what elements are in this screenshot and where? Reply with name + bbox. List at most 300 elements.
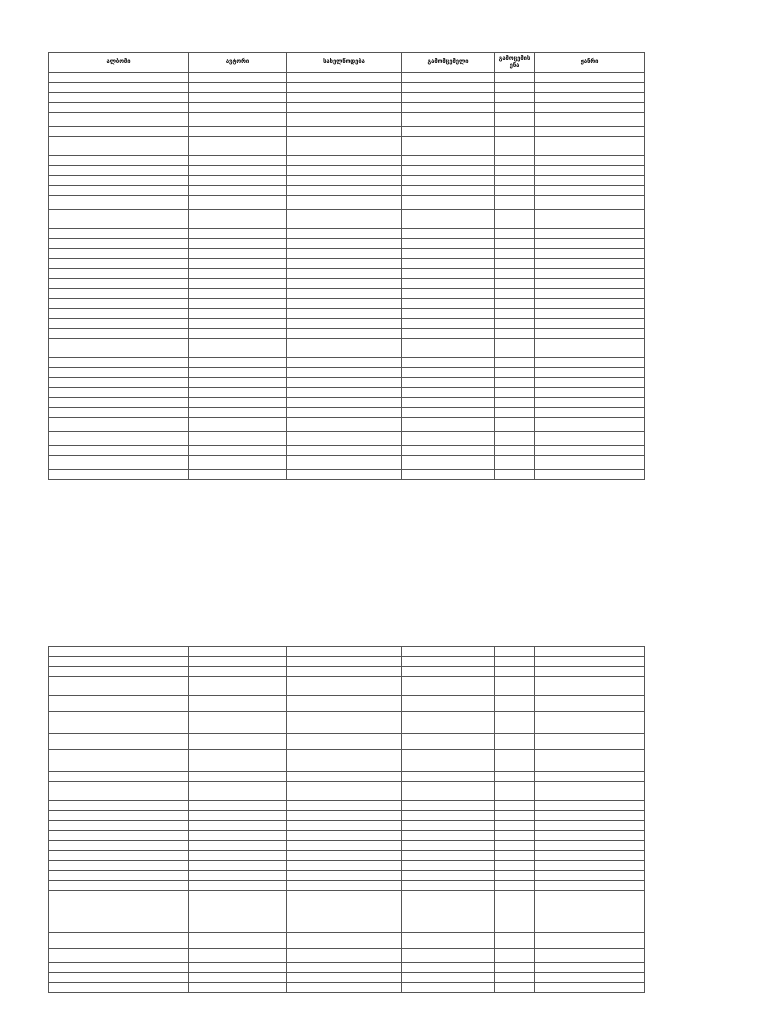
cell-publisher — [402, 667, 495, 677]
cell-author — [189, 871, 287, 881]
cell-title — [287, 309, 402, 319]
cell-publisher — [402, 933, 495, 949]
cell-author — [189, 418, 287, 432]
cell-language — [495, 378, 535, 388]
cell-genre — [535, 279, 645, 289]
cell-author — [189, 821, 287, 831]
cell-author — [189, 196, 287, 210]
cell-title — [287, 196, 402, 210]
cell-author — [189, 408, 287, 418]
cell-publisher — [402, 249, 495, 259]
table-row — [49, 166, 645, 176]
cell-title — [287, 229, 402, 239]
cell-author — [189, 239, 287, 249]
cell-genre — [535, 269, 645, 279]
cell-album — [49, 368, 189, 378]
table-row — [49, 750, 645, 772]
cell-title — [287, 432, 402, 446]
cell-language — [495, 963, 535, 973]
cell-album — [49, 309, 189, 319]
cell-publisher — [402, 156, 495, 166]
cell-publisher — [402, 456, 495, 470]
cell-album — [49, 186, 189, 196]
cell-author — [189, 831, 287, 841]
table-row — [49, 933, 645, 949]
cell-language — [495, 398, 535, 408]
cell-title — [287, 210, 402, 229]
cell-album — [49, 821, 189, 831]
cell-genre — [535, 196, 645, 210]
table-row — [49, 456, 645, 470]
cell-title — [287, 368, 402, 378]
cell-language — [495, 881, 535, 891]
cell-author — [189, 647, 287, 657]
cell-genre — [535, 432, 645, 446]
cell-author — [189, 103, 287, 113]
cell-genre — [535, 782, 645, 801]
cell-title — [287, 657, 402, 667]
table-row — [49, 93, 645, 103]
cell-title — [287, 269, 402, 279]
cell-title — [287, 933, 402, 949]
cell-genre — [535, 229, 645, 239]
cell-author — [189, 309, 287, 319]
cell-album — [49, 470, 189, 480]
cell-publisher — [402, 973, 495, 983]
cell-publisher — [402, 696, 495, 712]
cell-author — [189, 166, 287, 176]
cell-title — [287, 963, 402, 973]
cell-author — [189, 398, 287, 408]
cell-publisher — [402, 368, 495, 378]
cell-album — [49, 127, 189, 137]
cell-title — [287, 299, 402, 309]
cell-author — [189, 249, 287, 259]
cell-title — [287, 891, 402, 933]
cell-author — [189, 657, 287, 667]
cell-title — [287, 239, 402, 249]
cell-publisher — [402, 398, 495, 408]
cell-language — [495, 113, 535, 127]
cell-language — [495, 196, 535, 210]
cell-publisher — [402, 166, 495, 176]
cell-publisher — [402, 339, 495, 358]
cell-album — [49, 73, 189, 83]
cell-album — [49, 156, 189, 166]
cell-title — [287, 677, 402, 696]
table-row — [49, 368, 645, 378]
cell-language — [495, 259, 535, 269]
cell-title — [287, 841, 402, 851]
cell-language — [495, 229, 535, 239]
cell-title — [287, 329, 402, 339]
cell-publisher — [402, 949, 495, 963]
cell-publisher — [402, 782, 495, 801]
cell-language — [495, 782, 535, 801]
cell-title — [287, 696, 402, 712]
table-row — [49, 339, 645, 358]
cell-album — [49, 418, 189, 432]
cell-author — [189, 861, 287, 871]
cell-publisher — [402, 772, 495, 782]
cell-album — [49, 378, 189, 388]
cell-language — [495, 750, 535, 772]
catalog-table-upper — [48, 52, 645, 480]
cell-title — [287, 319, 402, 329]
cell-title — [287, 772, 402, 782]
cell-album — [49, 657, 189, 667]
column-header-author: ავტორი — [189, 53, 287, 73]
cell-publisher — [402, 289, 495, 299]
cell-publisher — [402, 388, 495, 398]
cell-author — [189, 973, 287, 983]
cell-language — [495, 309, 535, 319]
cell-publisher — [402, 841, 495, 851]
cell-title — [287, 156, 402, 166]
cell-language — [495, 657, 535, 667]
table-row — [49, 667, 645, 677]
cell-author — [189, 156, 287, 166]
cell-language — [495, 210, 535, 229]
cell-language — [495, 166, 535, 176]
cell-album — [49, 329, 189, 339]
cell-language — [495, 871, 535, 881]
cell-genre — [535, 210, 645, 229]
cell-genre — [535, 667, 645, 677]
table-row — [49, 388, 645, 398]
table-row — [49, 319, 645, 329]
table-row — [49, 782, 645, 801]
cell-author — [189, 83, 287, 93]
cell-language — [495, 851, 535, 861]
cell-publisher — [402, 259, 495, 269]
cell-author — [189, 734, 287, 750]
cell-author — [189, 933, 287, 949]
cell-genre — [535, 378, 645, 388]
cell-title — [287, 408, 402, 418]
cell-language — [495, 841, 535, 851]
table-body-lower — [49, 647, 645, 993]
cell-publisher — [402, 196, 495, 210]
cell-author — [189, 881, 287, 891]
table-row — [49, 841, 645, 851]
cell-publisher — [402, 432, 495, 446]
table-row — [49, 83, 645, 93]
cell-genre — [535, 963, 645, 973]
cell-genre — [535, 933, 645, 949]
table-row — [49, 851, 645, 861]
cell-author — [189, 319, 287, 329]
cell-title — [287, 470, 402, 480]
cell-language — [495, 418, 535, 432]
cell-genre — [535, 677, 645, 696]
table-row — [49, 289, 645, 299]
table-row — [49, 831, 645, 841]
cell-title — [287, 93, 402, 103]
cell-genre — [535, 73, 645, 83]
cell-language — [495, 734, 535, 750]
cell-publisher — [402, 811, 495, 821]
table-row — [49, 696, 645, 712]
cell-title — [287, 712, 402, 734]
cell-title — [287, 750, 402, 772]
cell-title — [287, 388, 402, 398]
table-row — [49, 881, 645, 891]
cell-album — [49, 647, 189, 657]
cell-album — [49, 137, 189, 156]
cell-publisher — [402, 861, 495, 871]
cell-album — [49, 239, 189, 249]
table-row — [49, 657, 645, 667]
table-row — [49, 973, 645, 983]
cell-title — [287, 811, 402, 821]
cell-publisher — [402, 963, 495, 973]
cell-title — [287, 73, 402, 83]
cell-publisher — [402, 851, 495, 861]
cell-album — [49, 891, 189, 933]
cell-author — [189, 712, 287, 734]
cell-album — [49, 319, 189, 329]
cell-publisher — [402, 821, 495, 831]
cell-genre — [535, 299, 645, 309]
cell-title — [287, 881, 402, 891]
cell-language — [495, 456, 535, 470]
cell-author — [189, 279, 287, 289]
cell-author — [189, 851, 287, 861]
cell-album — [49, 249, 189, 259]
cell-publisher — [402, 358, 495, 368]
cell-album — [49, 667, 189, 677]
cell-genre — [535, 696, 645, 712]
cell-album — [49, 358, 189, 368]
cell-album — [49, 432, 189, 446]
cell-genre — [535, 166, 645, 176]
cell-publisher — [402, 408, 495, 418]
cell-language — [495, 289, 535, 299]
cell-genre — [535, 712, 645, 734]
cell-publisher — [402, 712, 495, 734]
table-row — [49, 378, 645, 388]
cell-genre — [535, 861, 645, 871]
cell-publisher — [402, 329, 495, 339]
cell-author — [189, 772, 287, 782]
cell-title — [287, 949, 402, 963]
cell-genre — [535, 821, 645, 831]
cell-author — [189, 73, 287, 83]
cell-genre — [535, 289, 645, 299]
cell-title — [287, 418, 402, 432]
cell-publisher — [402, 891, 495, 933]
table-row — [49, 210, 645, 229]
cell-publisher — [402, 801, 495, 811]
cell-author — [189, 137, 287, 156]
cell-publisher — [402, 657, 495, 667]
cell-genre — [535, 734, 645, 750]
cell-album — [49, 871, 189, 881]
cell-genre — [535, 470, 645, 480]
cell-author — [189, 210, 287, 229]
cell-title — [287, 456, 402, 470]
cell-title — [287, 851, 402, 861]
cell-author — [189, 378, 287, 388]
column-header-album: ალბომი — [49, 53, 189, 73]
table-row — [49, 432, 645, 446]
cell-genre — [535, 103, 645, 113]
cell-album — [49, 259, 189, 269]
cell-genre — [535, 871, 645, 881]
cell-title — [287, 339, 402, 358]
cell-publisher — [402, 734, 495, 750]
cell-language — [495, 470, 535, 480]
cell-language — [495, 983, 535, 993]
cell-title — [287, 259, 402, 269]
cell-language — [495, 269, 535, 279]
cell-publisher — [402, 103, 495, 113]
cell-title — [287, 186, 402, 196]
cell-album — [49, 949, 189, 963]
cell-genre — [535, 418, 645, 432]
cell-genre — [535, 339, 645, 358]
cell-author — [189, 949, 287, 963]
table-row — [49, 418, 645, 432]
cell-title — [287, 398, 402, 408]
cell-author — [189, 358, 287, 368]
cell-title — [287, 176, 402, 186]
table-row — [49, 470, 645, 480]
table-row — [49, 398, 645, 408]
cell-publisher — [402, 279, 495, 289]
cell-publisher — [402, 647, 495, 657]
cell-language — [495, 821, 535, 831]
cell-publisher — [402, 750, 495, 772]
cell-album — [49, 299, 189, 309]
cell-publisher — [402, 186, 495, 196]
table-row — [49, 446, 645, 456]
cell-publisher — [402, 127, 495, 137]
cell-publisher — [402, 210, 495, 229]
cell-language — [495, 339, 535, 358]
cell-album — [49, 446, 189, 456]
cell-publisher — [402, 137, 495, 156]
cell-album — [49, 933, 189, 949]
cell-language — [495, 772, 535, 782]
cell-author — [189, 127, 287, 137]
cell-author — [189, 750, 287, 772]
cell-album — [49, 841, 189, 851]
cell-author — [189, 841, 287, 851]
table-row — [49, 821, 645, 831]
table-row — [49, 712, 645, 734]
table-row — [49, 734, 645, 750]
cell-album — [49, 831, 189, 841]
cell-author — [189, 186, 287, 196]
table-row — [49, 801, 645, 811]
cell-language — [495, 831, 535, 841]
cell-language — [495, 103, 535, 113]
cell-genre — [535, 368, 645, 378]
cell-language — [495, 249, 535, 259]
cell-language — [495, 712, 535, 734]
table-row — [49, 113, 645, 127]
cell-publisher — [402, 677, 495, 696]
cell-publisher — [402, 176, 495, 186]
cell-publisher — [402, 378, 495, 388]
cell-genre — [535, 186, 645, 196]
cell-genre — [535, 137, 645, 156]
cell-genre — [535, 973, 645, 983]
cell-language — [495, 93, 535, 103]
table-row — [49, 73, 645, 83]
cell-language — [495, 973, 535, 983]
cell-author — [189, 259, 287, 269]
cell-title — [287, 378, 402, 388]
cell-publisher — [402, 319, 495, 329]
table-row — [49, 269, 645, 279]
cell-genre — [535, 881, 645, 891]
table-row — [49, 329, 645, 339]
cell-album — [49, 210, 189, 229]
cell-language — [495, 696, 535, 712]
cell-publisher — [402, 983, 495, 993]
table-row — [49, 127, 645, 137]
cell-genre — [535, 113, 645, 127]
cell-publisher — [402, 871, 495, 881]
cell-author — [189, 677, 287, 696]
table-header-row — [49, 53, 645, 73]
cell-author — [189, 446, 287, 456]
cell-language — [495, 811, 535, 821]
cell-author — [189, 801, 287, 811]
catalog-table-lower — [48, 646, 645, 993]
cell-genre — [535, 408, 645, 418]
cell-language — [495, 329, 535, 339]
cell-title — [287, 137, 402, 156]
cell-genre — [535, 176, 645, 186]
cell-author — [189, 388, 287, 398]
table-row — [49, 196, 645, 210]
cell-language — [495, 801, 535, 811]
cell-album — [49, 677, 189, 696]
table-row — [49, 772, 645, 782]
cell-title — [287, 446, 402, 456]
cell-language — [495, 446, 535, 456]
cell-author — [189, 811, 287, 821]
cell-title — [287, 821, 402, 831]
cell-language — [495, 408, 535, 418]
cell-publisher — [402, 113, 495, 127]
cell-genre — [535, 456, 645, 470]
table-row — [49, 647, 645, 657]
cell-genre — [535, 811, 645, 821]
cell-album — [49, 772, 189, 782]
cell-album — [49, 103, 189, 113]
cell-genre — [535, 329, 645, 339]
cell-album — [49, 881, 189, 891]
cell-author — [189, 470, 287, 480]
table-row — [49, 279, 645, 289]
cell-language — [495, 861, 535, 871]
cell-genre — [535, 647, 645, 657]
cell-album — [49, 339, 189, 358]
cell-genre — [535, 446, 645, 456]
cell-author — [189, 782, 287, 801]
cell-publisher — [402, 881, 495, 891]
cell-publisher — [402, 93, 495, 103]
table-row — [49, 861, 645, 871]
cell-title — [287, 127, 402, 137]
cell-publisher — [402, 229, 495, 239]
table-row — [49, 186, 645, 196]
